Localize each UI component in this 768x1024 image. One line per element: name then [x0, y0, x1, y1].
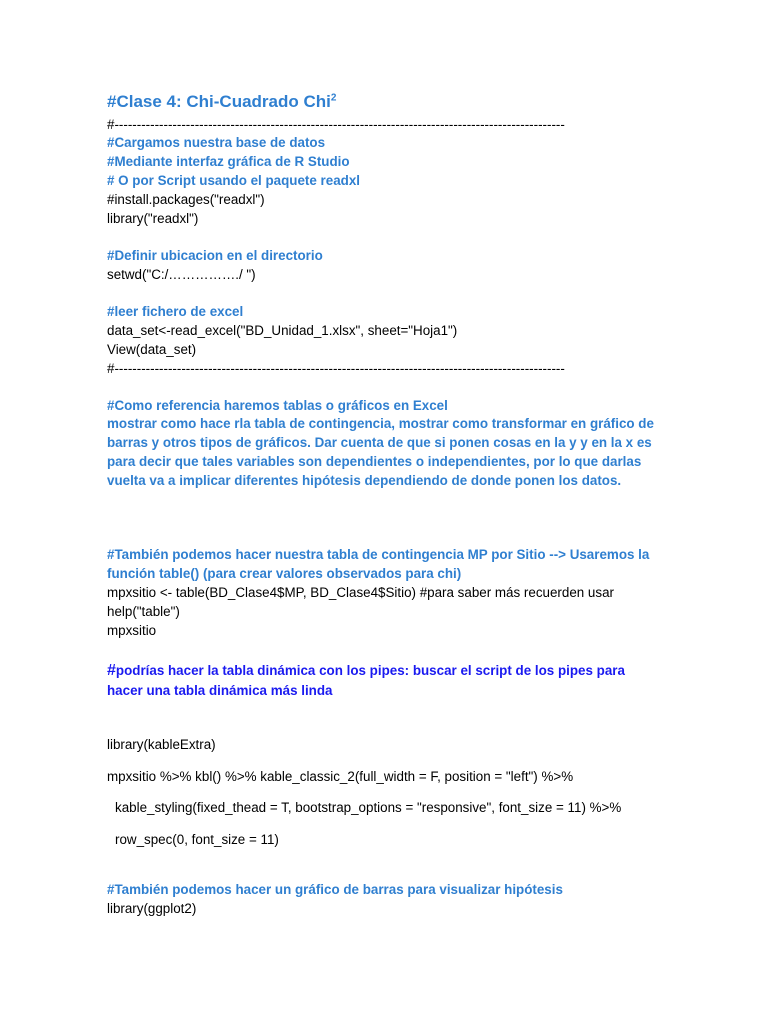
title-superscript: 2: [330, 92, 337, 104]
code-mpxsitio: mpxsitio: [107, 623, 157, 638]
pipes-hash: #: [107, 662, 116, 679]
title-text: #Clase 4: Chi-Cuadrado Chi: [107, 92, 331, 111]
comment-bar-chart: #También podemos hacer un gráfico de barras para visualizar hipótesis: [107, 882, 563, 897]
code-view-data: View(data_set): [107, 342, 197, 357]
comment-rstudio-gui: #Mediante interfaz gráfica de R Studio: [107, 154, 350, 169]
comment-read-excel: #leer fichero de excel: [107, 304, 244, 319]
comment-excel-reference: #Como referencia haremos tablas o gráficos en Excel: [107, 398, 448, 413]
code-library-readxl: library("readxl"): [107, 211, 199, 226]
code-kbl-pipe: mpxsitio %>% kbl() %>% kable_classic_2(full_width = F, position = "left") %>%: [107, 769, 574, 784]
page-title: [107, 91, 336, 113]
comment-pipes-dynamic-table: [107, 661, 663, 701]
comment-contingency-table: #También podemos hacer nuestra tabla de contingencia MP por Sitio --> Usaremos la función table() (para crear valores observados para chi): [107, 547, 650, 581]
code-table-function: mpxsitio <- table(BD_Clase4$MP, BD_Clase4$Sitio) #para saber más recuerden usar help("table"): [107, 585, 614, 619]
code-kable-styling: kable_styling(fixed_thead = T, bootstrap_options = "responsive", font_size = 11) %>%: [115, 800, 622, 815]
code-install-packages: #install.packages("readxl"): [107, 192, 265, 207]
pipes-text: podrías hacer la tabla dinámica con los pipes: buscar el script de los pipes para hacer una tabla dinámica más linda: [107, 663, 625, 698]
code-library-kableextra: library(kableExtra): [107, 737, 216, 752]
code-library-ggplot2: library(ggplot2): [107, 901, 197, 916]
comment-set-directory: #Definir ubicacion en el directorio: [107, 248, 323, 263]
code-read-excel: data_set<-read_excel("BD_Unidad_1.xlsx", sheet="Hoja1"): [107, 323, 458, 338]
code-row-spec: row_spec(0, font_size = 11): [115, 832, 279, 847]
separator-line: #-----------------------------------------------------------------------------------------------------: [107, 361, 565, 376]
code-setwd: setwd("C:/……………./ "): [107, 267, 256, 282]
comment-readxl-script: # O por Script usando el paquete readxl: [107, 173, 360, 188]
comment-load-data: #Cargamos nuestra base de datos: [107, 135, 326, 150]
separator-line: #-----------------------------------------------------------------------------------------------------: [107, 117, 565, 132]
paragraph-contingency-explanation: mostrar como hace rla tabla de contingencia, mostrar como transformar en gráfico de barras y otros tipos de gráficos. Dar cuenta de que si ponen cosas en la y y en la x es para decir que tales variables son dependientes o independientes, por lo que darlas vuelta va a implicar diferentes hipótesis dependiendo de donde ponen los datos.: [107, 416, 654, 488]
